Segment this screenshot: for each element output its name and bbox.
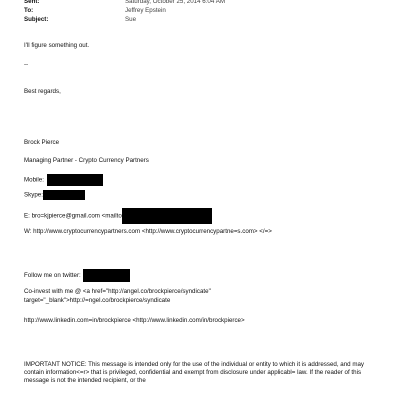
body-line: I'll figure something out. (24, 42, 90, 49)
signature-name: Brock Pierce (24, 139, 60, 146)
skype-label: Skype: (24, 191, 43, 199)
subject-label: Subject: (24, 16, 49, 23)
email-text: E: bro=kjpierce@gmail.com <mailto (24, 212, 122, 220)
signature-separator: -- (24, 61, 29, 68)
sent-value: Saturday, October 25, 2014 6:04 AM (125, 0, 225, 5)
to-label: To: (24, 7, 34, 14)
skype-line (24, 190, 85, 200)
linkedin-line: http://www.linkedin.com=in/brockpierce <http://www.linkedin.com/in/brockpierce> (24, 317, 245, 324)
sent-label: Sent: (24, 0, 40, 5)
coinvest-line-2: target="_blank">http://=ngel.co/brockpierce/syndicate (24, 297, 171, 304)
signature-title: Managing Partner - Crypto Currency Partners (24, 157, 149, 164)
important-notice: IMPORTANT NOTICE: This message is intended only for the use of the individual or entity to which it is addressed, and may contain information<=r> that is privileged, confidential and exempt from disclosure under applicabl= law. If the reader of this message is not the intended recipient, or the (24, 361, 365, 384)
twitter-line (24, 269, 130, 282)
redaction-block (47, 174, 103, 186)
redaction-block (43, 190, 85, 200)
twitter-label: Follow me on twitter: (24, 272, 81, 280)
redaction-block (83, 269, 130, 282)
subject-value: Sue (125, 16, 137, 23)
coinvest-line-1: Co-invest with me @ <a href="http://angel.co/brockpierce/syndicate" (24, 288, 211, 295)
redaction-block (122, 208, 212, 224)
mobile-line (24, 174, 103, 186)
web-line: W: http://www.cryptocurrencypartners.com <http://www.cryptocurrencypartne=s.com> </=> (24, 228, 272, 235)
mobile-label: Mobile: (24, 176, 44, 184)
closing-line: Best regards, (24, 88, 61, 95)
to-value: Jeffrey Epstein (125, 7, 166, 14)
email-line (24, 208, 212, 224)
